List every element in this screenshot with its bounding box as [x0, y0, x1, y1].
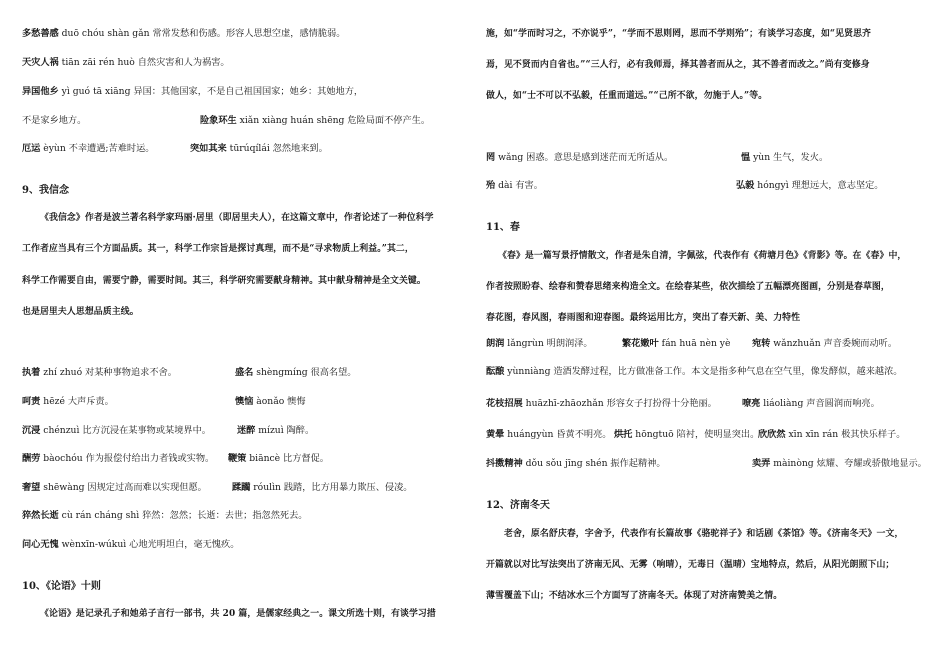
vocab-term: 问心无愧: [22, 539, 59, 550]
vocab-definition: 困惑。意思是感到迷茫而无所适从。: [523, 152, 674, 163]
vocab-pinyin: róulìn: [250, 482, 281, 493]
vocab-entry: [22, 143, 154, 155]
vocab-definition: 很高名望。: [307, 367, 357, 378]
vocab-term: 呵责: [22, 396, 41, 407]
vocab-term: 弘毅: [736, 180, 755, 191]
vocab-pinyin: màinòng: [770, 458, 814, 469]
vocab-definition: 陪衬，使明显突出。: [673, 429, 760, 440]
vocab-term: 黄晕: [486, 429, 505, 440]
vocab-entry: [486, 429, 611, 441]
section-heading: 10、《论语》十则: [22, 581, 101, 592]
vocab-term: 天灾人祸: [22, 57, 59, 68]
paragraph-line: 施，如“学而时习之，不亦说乎”，“学而不思则罔，思而不学则殆”；有谈学习态度，如“见贤思齐: [486, 29, 872, 39]
vocab-pinyin: dǒu sǒu jīng shén: [522, 458, 608, 469]
section-heading: 9、我信念: [22, 185, 69, 196]
vocab-pinyin: shēwàng: [40, 482, 85, 493]
vocab-entry: [22, 425, 211, 437]
vocab-term: 奢望: [22, 482, 41, 493]
vocab-entry: [486, 366, 903, 378]
vocab-term: 宛转: [752, 338, 771, 349]
vocab-entry: [235, 367, 356, 379]
vocab-definition: 声音委婉而动听。: [820, 338, 898, 349]
vocab-definition: 明朗润泽。: [543, 338, 593, 349]
vocab-definition: 声音圆润而响亮。: [803, 398, 880, 409]
section-heading: 11、春: [486, 222, 520, 233]
vocab-pinyin: tūrúqílái: [226, 143, 270, 154]
vocab-pinyin: wǎng: [495, 152, 524, 163]
vocab-pinyin: yì guó tā xiāng: [58, 86, 131, 97]
vocab-definition: 振作起精神。: [607, 458, 666, 469]
vocab-definition: 异国：其他国家，不是自己祖国国家；她乡：其她地方，: [130, 86, 364, 97]
vocab-entry: [622, 338, 730, 350]
vocab-term: 突如其来: [190, 143, 227, 154]
paragraph-line: 老舍，原名舒庆春，字舍予，代表作有长篇故事《骆驼祥子》和话剧《茶馆》等。《济南冬天》一文，: [504, 529, 904, 539]
vocab-term: 鞭策: [228, 453, 247, 464]
vocab-definition: 不幸遭遇;苦难时运。: [65, 143, 155, 154]
vocab-entry: [752, 458, 927, 470]
vocab-term: 酬劳: [22, 453, 41, 464]
vocab-pinyin: fán huā nèn yè: [658, 338, 731, 349]
vocab-term: 沉浸: [22, 425, 41, 436]
paragraph-line: 《论语》是记录孔子和她弟子言行一部书，共 20 篇，是儒家经典之一。课文所选十则，有谈学习措: [40, 609, 436, 619]
vocab-definition: 造酒发酵过程，比方做准备工作。本文是指多种气息在空气里，像发酵似，越来越浓。: [550, 366, 903, 377]
vocab-pinyin: huángyùn: [504, 429, 554, 440]
vocab-pinyin: biāncè: [246, 453, 281, 464]
vocab-entry: [22, 510, 308, 522]
vocab-entry: [486, 458, 666, 470]
vocab-pinyin: lǎngrùn: [504, 338, 544, 349]
vocab-pinyin: dài: [495, 180, 513, 191]
vocab-entry: [235, 396, 306, 408]
paragraph-line: 工作者应当具有三个方面品质。其一，科学工作宗旨是探讨真理，而不是“寻求物质上利益。”其二，: [22, 244, 414, 254]
vocab-pinyin: tiān zāi rén huò: [58, 57, 135, 68]
vocab-entry: [228, 453, 329, 465]
vocab-entry: [486, 180, 543, 192]
vocab-term: 蹂躏: [232, 482, 251, 493]
vocab-term: 迷醉: [237, 425, 256, 436]
vocab-pinyin: xīn xīn rán: [785, 429, 839, 440]
paragraph-line: 作者按照盼春、绘春和赞春思绪来构造全文。在绘春某些，依次描绘了五幅漂亮图画，分别是春草图，: [486, 282, 890, 292]
paragraph-line: 《我信念》作者是波兰著名科学家玛丽·居里（即居里夫人），在这篇文章中，作者论述了一种位科学: [40, 213, 434, 223]
vocab-entry: [741, 152, 828, 164]
vocab-definition: 昏黄不明亮。: [553, 429, 612, 440]
vocab-entry: [22, 482, 207, 494]
vocab-definition: 猝然：忽然；长逝：去世；指忽然死去。: [139, 510, 308, 521]
vocab-definition: 自然灾害和人为祸害。: [134, 57, 230, 68]
vocab-definition: 比方沉浸在某事物或某境界中。: [79, 425, 211, 436]
vocab-entry: [22, 367, 177, 379]
paragraph-line: 春花图，春风图，春雨图和迎春图。最终运用比方，突出了春天新、美、力特性: [486, 313, 801, 323]
vocab-pinyin: cù rán cháng shì: [58, 510, 140, 521]
vocab-definition: 比方督促。: [280, 453, 329, 464]
vocab-term: 殆: [486, 180, 496, 191]
vocab-entry: [758, 429, 905, 441]
vocab-definition: 大声斥责。: [64, 396, 114, 407]
vocab-entry: [752, 338, 897, 350]
vocab-term: 异国他乡: [22, 86, 59, 97]
vocab-term: 嘹亮: [742, 398, 761, 409]
vocab-term: 懊恼: [235, 396, 254, 407]
vocab-term: 执着: [22, 367, 41, 378]
vocab-entry: [742, 398, 880, 410]
vocab-term: 险象环生: [200, 115, 237, 126]
paragraph-line: 做人，如“士不可以不弘毅，任重而道远。”“己所不欲，勿施于人。”等。: [486, 91, 768, 101]
vocab-term: 猝然长逝: [22, 510, 59, 521]
vocab-term: 愠: [741, 152, 751, 163]
vocab-definition: 生气，发火。: [770, 152, 829, 163]
paragraph-line: 薄雪覆盖下山；不结冰水三个方面写了济南冬天。体现了对济南赞美之情。: [486, 591, 783, 601]
vocab-definition: 极其快乐样子。: [838, 429, 906, 440]
vocab-entry: [614, 429, 759, 441]
vocab-pinyin: yùnniàng: [504, 366, 551, 377]
vocab-definition: 有害。: [512, 180, 543, 191]
vocab-pinyin: chénzuì: [40, 425, 80, 436]
vocab-pinyin: zhí zhuó: [40, 367, 83, 378]
vocab-definition: 忽然地来到。: [269, 143, 328, 154]
section-heading: 12、济南冬天: [486, 500, 550, 511]
vocab-pinyin: duō chóu shàn gǎn: [58, 28, 150, 39]
vocab-entry: [22, 453, 214, 465]
vocab-pinyin: huāzhī-zhāozhǎn: [522, 398, 604, 409]
vocab-entry: [200, 115, 430, 127]
vocab-continuation: 不是家乡地方。: [22, 115, 87, 126]
paragraph-line: 开篇就以对比写法突出了济南无风、无雾（响晴），无毒日（温晴）宝地特点，然后，从阳光朗照下山；: [486, 560, 895, 570]
vocab-definition: 危险局面不停产生。: [344, 115, 431, 126]
vocab-pinyin: xiǎn xiàng huán shēng: [236, 115, 345, 126]
vocab-entry: [190, 143, 328, 155]
vocab-pinyin: wènxīn-wúkuì: [58, 539, 127, 550]
vocab-term: 花枝招展: [486, 398, 523, 409]
vocab-pinyin: àonǎo: [253, 396, 285, 407]
vocab-entry: [22, 28, 345, 40]
paragraph-line: 焉，见不贤而内自省也。”“三人行，必有我师焉，择其善者而从之，其不善者而改之。”尚有变修身: [486, 60, 870, 70]
vocab-pinyin: mízuì: [255, 425, 284, 436]
vocab-term: 欣欣然: [758, 429, 786, 440]
vocab-definition: 作为报偿付给出力者钱或实物。: [82, 453, 215, 464]
vocab-definition: 形容女子打扮得十分艳丽。: [603, 398, 717, 409]
vocab-pinyin: wǎnzhuǎn: [770, 338, 821, 349]
vocab-term: 朗润: [486, 338, 505, 349]
vocab-term: 烘托: [614, 429, 633, 440]
paragraph-line: 科学工作需要自由，需要宁静，需要时间。其三，科学研究需要献身精神。其中献身精神是全文关键。: [22, 276, 426, 286]
vocab-term: 酝酿: [486, 366, 505, 377]
paragraph-line: 也是居里夫人思想品质主线。: [22, 307, 139, 317]
vocab-pinyin: shèngmíng: [253, 367, 308, 378]
vocab-definition: 炫耀、夸耀或骄傲地显示。: [813, 458, 927, 469]
vocab-term: 多愁善感: [22, 28, 59, 39]
vocab-term: 罔: [486, 152, 496, 163]
vocab-pinyin: bàochóu: [40, 453, 83, 464]
vocab-term: 厄运: [22, 143, 41, 154]
vocab-entry: [486, 338, 593, 350]
vocab-entry: [22, 539, 239, 551]
vocab-definition: 陶醉。: [283, 425, 315, 436]
vocab-entry: [486, 398, 717, 410]
vocab-entry: [22, 86, 363, 98]
vocab-definition: 理想远大，意志坚定。: [788, 180, 884, 191]
vocab-definition: 心地光明坦白，毫无愧疚。: [126, 539, 240, 550]
vocab-definition: 因规定过高而难以实现但愿。: [84, 482, 207, 493]
vocab-pinyin: liáoliàng: [760, 398, 804, 409]
vocab-term: 繁花嫩叶: [622, 338, 659, 349]
vocab-entry: [237, 425, 314, 437]
vocab-definition: 对某种事物追求不舍。: [82, 367, 177, 378]
vocab-pinyin: hóngyì: [754, 180, 789, 191]
vocab-entry: [22, 57, 230, 69]
vocab-pinyin: hēzé: [40, 396, 65, 407]
vocab-definition: 践踏，比方用暴力欺压、侵凌。: [280, 482, 413, 493]
paragraph-line: 《春》是一篇写景抒情散文，作者是朱自清，字佩弦，代表作有《荷塘月色》《背影》等。在《春》中，: [498, 251, 907, 261]
vocab-entry: [232, 482, 412, 494]
vocab-term: 抖擞精神: [486, 458, 523, 469]
vocab-pinyin: yùn: [750, 152, 771, 163]
vocab-entry: [22, 396, 114, 408]
vocab-definition: 常常发愁和伤感。形容人思想空虚，感情脆弱。: [149, 28, 346, 39]
vocab-term: 盛名: [235, 367, 254, 378]
vocab-entry: [486, 152, 673, 164]
vocab-definition: 懊悔: [284, 396, 306, 407]
vocab-pinyin: hōngtuō: [632, 429, 674, 440]
vocab-term: 卖弄: [752, 458, 771, 469]
vocab-pinyin: èyùn: [40, 143, 66, 154]
vocab-entry: [736, 180, 883, 192]
